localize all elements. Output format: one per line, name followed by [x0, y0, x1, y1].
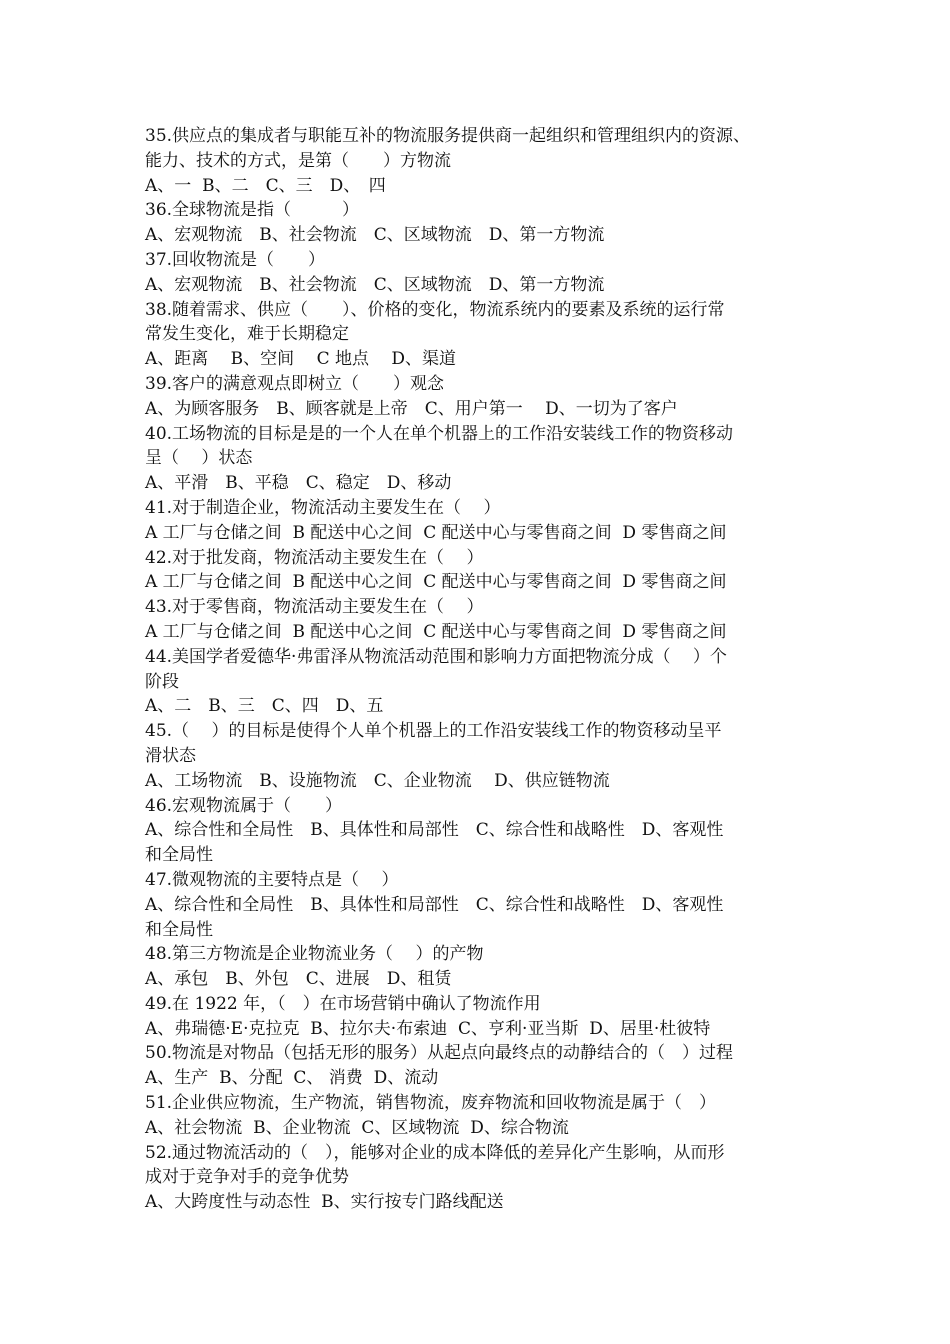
question-48-options: A、承包 B、外包 C、进展 D、租赁 — [145, 969, 452, 990]
question-38-line-2: 常发生变化，难于长期稳定 — [145, 324, 349, 345]
question-36: 36.全球物流是指（ ） — [145, 200, 360, 221]
question-44-line-2: 阶段 — [145, 671, 179, 692]
question-39: 39.客户的满意观点即树立（ ）观念 — [145, 373, 445, 394]
question-37: 37.回收物流是（ ） — [145, 249, 326, 270]
question-52-line-1: 52.通过物流活动的（ ），能够对企业的成本降低的差异化产生影响，从而形 — [145, 1142, 725, 1163]
question-38-line-1: 38.随着需求、供应（ ）、价格的变化，物流系统内的要素及系统的运行常 — [145, 299, 725, 320]
question-40-line-1: 40.工场物流的目标是是的一个人在单个机器上的工作沿安装线工作的物资移动 — [145, 423, 734, 444]
question-40-options: A、平滑 B、平稳 C、稳定 D、移动 — [145, 473, 452, 494]
question-51-options: A、社会物流 B、企业物流 C、区域物流 D、综合物流 — [145, 1117, 569, 1138]
question-46-options-line-1: A、综合性和全局性 B、具体性和局部性 C、综合性和战略性 D、客观性 — [145, 820, 724, 841]
question-text-body — [145, 124, 825, 1215]
question-46: 46.宏观物流属于（ ） — [145, 795, 343, 816]
question-44-line-1: 44.美国学者爱德华·弗雷泽从物流活动范围和影响力方面把物流分成（ ）个 — [145, 646, 727, 667]
question-47-options-line-1: A、综合性和全局性 B、具体性和局部性 C、综合性和战略性 D、客观性 — [145, 894, 724, 915]
question-36-options: A、宏观物流 B、社会物流 C、区域物流 D、第一方物流 — [145, 225, 605, 246]
question-52-line-2: 成对于竞争对手的竞争优势 — [145, 1167, 349, 1188]
question-47-options-line-2: 和全局性 — [145, 919, 213, 940]
question-35-options: A、一 B、二 C、三 D、 四 — [145, 175, 386, 196]
question-51: 51.企业供应物流，生产物流，销售物流，废弃物流和回收物流是属于（ ） — [145, 1093, 717, 1114]
question-47: 47.微观物流的主要特点是（ ） — [145, 869, 399, 890]
question-37-options: A、宏观物流 B、社会物流 C、区域物流 D、第一方物流 — [145, 274, 605, 295]
question-50-options: A、生产 B、分配 C、 消费 D、流动 — [145, 1068, 439, 1089]
question-35-line-2: 能力、技术的方式，是第（ ）方物流 — [145, 150, 451, 171]
question-46-options-line-2: 和全局性 — [145, 845, 213, 866]
question-52-options: A、大跨度性与动态性 B、实行按专门路线配送 — [145, 1192, 504, 1213]
question-45-line-2: 滑状态 — [145, 745, 196, 766]
question-38-options: A、距离 B、空间 C 地点 D、渠道 — [145, 349, 457, 370]
question-39-options: A、为顾客服务 B、顾客就是上帝 C、用户第一 D、一切为了客户 — [145, 398, 678, 419]
question-50: 50.物流是对物品（包括无形的服务）从起点向最终点的动静结合的（ ）过程 — [145, 1043, 734, 1064]
question-48: 48.第三方物流是企业物流业务（ ）的产物 — [145, 944, 484, 965]
question-35-line-1: 35.供应点的集成者与职能互补的物流服务提供商一起组织和管理组织内的资源、 — [145, 126, 751, 146]
question-45-line-1: 45.（ ）的目标是使得个人单个机器上的工作沿安装线工作的物资移动呈平 — [145, 721, 722, 742]
question-49: 49.在 1922 年，（ ）在市场营销中确认了物流作用 — [145, 993, 541, 1014]
question-43-options: A 工厂与仓储之间 B 配送中心之间 C 配送中心与零售商之间 D 零售商之间 — [145, 621, 727, 642]
question-45-options: A、工场物流 B、设施物流 C、企业物流 D、供应链物流 — [145, 770, 610, 791]
question-49-options: A、弗瑞德·E·克拉克 B、拉尔夫·布索迪 C、亨利·亚当斯 D、居里·杜彼特 — [145, 1018, 711, 1039]
question-43: 43.对于零售商，物流活动主要发生在（ ） — [145, 597, 484, 618]
question-41: 41.对于制造企业，物流活动主要发生在（ ） — [145, 497, 501, 518]
question-41-options: A 工厂与仓储之间 B 配送中心之间 C 配送中心与零售商之间 D 零售商之间 — [145, 522, 727, 543]
question-44-options: A、二 B、三 C、四 D、五 — [145, 696, 384, 717]
question-40-line-2: 呈（ ）状态 — [145, 448, 253, 469]
question-42: 42.对于批发商，物流活动主要发生在（ ） — [145, 547, 484, 568]
question-42-options: A 工厂与仓储之间 B 配送中心之间 C 配送中心与零售商之间 D 零售商之间 — [145, 572, 727, 593]
